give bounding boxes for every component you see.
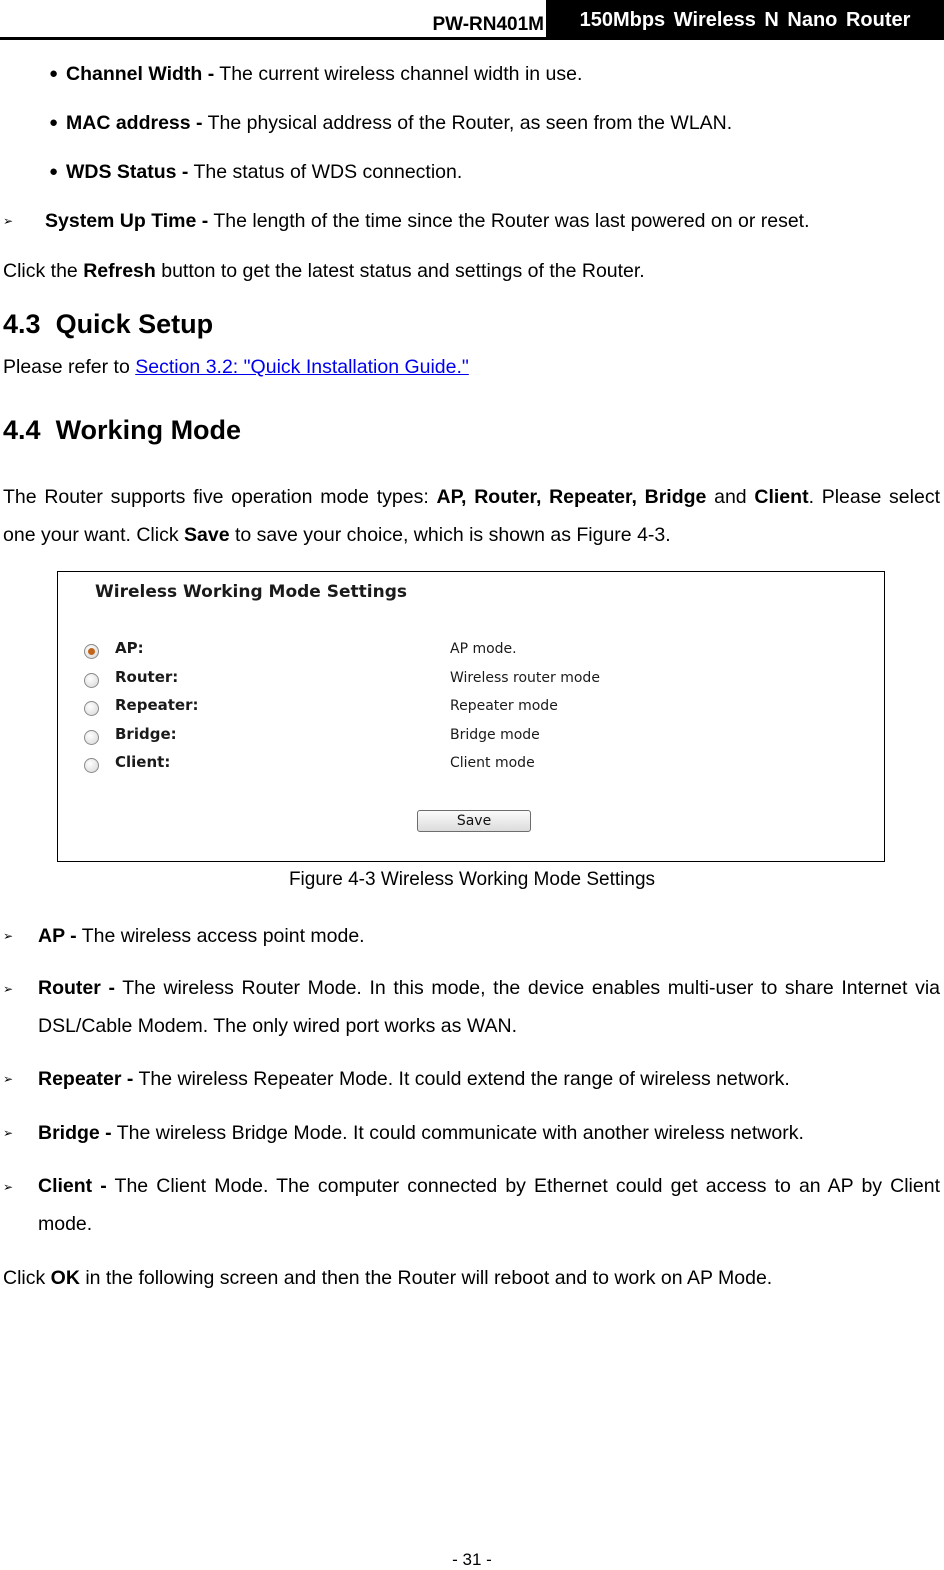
mode-desc-bridge: Bridge mode — [450, 727, 540, 743]
arrow-bullet-icon: ➢ — [3, 214, 14, 228]
mode-item-ap: AP - The wireless access point mode. — [38, 925, 365, 947]
header-product: 150Mbps Wireless N Nano Router — [546, 0, 944, 37]
mode-desc-router: Wireless router mode — [450, 670, 600, 686]
ok-paragraph: Click OK in the following screen and then the Router will reboot and to work on AP Mode. — [3, 1267, 773, 1289]
quick-installation-guide-link[interactable]: Section 3.2: "Quick Installation Guide." — [135, 356, 469, 378]
mode-label-client: Client: — [115, 753, 171, 771]
mode-label-repeater: Repeater: — [115, 696, 199, 714]
arrow-bullet-icon: ➢ — [3, 1180, 14, 1194]
figure-title: Wireless Working Mode Settings — [95, 582, 407, 602]
radio-client[interactable] — [84, 758, 99, 773]
radio-router[interactable] — [84, 673, 99, 688]
bullet-mac-address: MAC address - The physical address of the Router, as seen from the WLAN. — [66, 112, 733, 134]
section-heading-working-mode: 4.4 Working Mode — [3, 415, 242, 445]
mode-item-client: Client - The Client Mode. The computer connected by Ethernet could get access to an AP by Client mode. — [38, 1175, 940, 1235]
bullet-channel-width: Channel Width - The current wireless channel width in use. — [66, 63, 583, 85]
mode-item-bridge: Bridge - The wireless Bridge Mode. It could communicate with another wireless network. — [38, 1122, 804, 1144]
page-number: - 31 - — [452, 1550, 492, 1569]
mode-item-repeater: Repeater - The wireless Repeater Mode. It could extend the range of wireless network. — [38, 1068, 790, 1090]
mode-desc-client: Client mode — [450, 755, 535, 771]
figure-caption: Figure 4-3 Wireless Working Mode Settings — [288, 869, 656, 890]
bullet-dot: ● — [49, 163, 59, 180]
page-header — [0, 0, 944, 40]
mode-label-bridge: Bridge: — [115, 725, 177, 743]
mode-desc-repeater: Repeater mode — [450, 698, 558, 714]
wireless-working-mode-figure — [57, 571, 885, 862]
header-rule — [0, 37, 944, 40]
save-button[interactable]: Save — [417, 810, 531, 832]
section-heading-quick-setup: 4.3 Quick Setup — [3, 309, 214, 339]
radio-ap[interactable] — [84, 644, 99, 659]
arrow-bullet-icon: ➢ — [3, 929, 14, 943]
mode-label-router: Router: — [115, 668, 179, 686]
arrow-bullet-icon: ➢ — [3, 1072, 14, 1086]
mode-label-ap: AP: — [115, 639, 144, 657]
arrow-bullet-icon: ➢ — [3, 1126, 14, 1140]
bullet-wds-status: WDS Status - The status of WDS connection. — [66, 161, 463, 183]
arrow-bullet-icon: ➢ — [3, 982, 14, 996]
radio-bridge[interactable] — [84, 730, 99, 745]
working-mode-intro: The Router supports five operation mode types: AP, Router, Repeater, Bridge and Client. Please select one your want. Click Save to save your choice, which is shown as Figure 4-3. — [3, 486, 940, 546]
refresh-paragraph: Click the Refresh button to get the latest status and settings of the Router. — [3, 260, 645, 282]
radio-repeater[interactable] — [84, 701, 99, 716]
bullet-dot: ● — [49, 65, 59, 82]
header-model: PW-RN401M — [432, 14, 544, 35]
bullet-dot: ● — [49, 114, 59, 131]
mode-desc-ap: AP mode. — [450, 641, 517, 657]
quick-setup-paragraph: Please refer to Section 3.2: "Quick Installation Guide." — [3, 356, 469, 378]
mode-item-router: Router - The wireless Router Mode. In this mode, the device enables multi-user to share Internet via DSL/Cable Modem. The only wired port works as WAN. — [38, 977, 940, 1037]
bullet-system-up-time: System Up Time - The length of the time since the Router was last powered on or reset. — [45, 210, 810, 232]
